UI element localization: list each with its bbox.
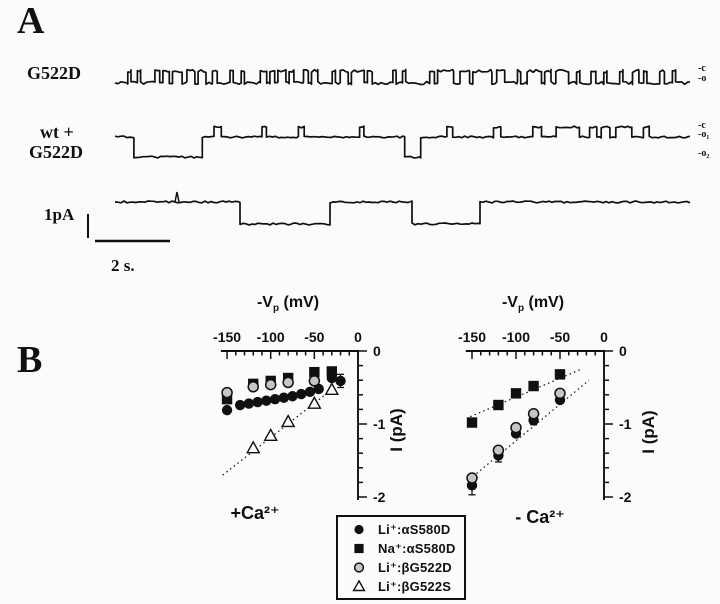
trace-g522d (115, 70, 690, 85)
x-tick-label: -100 (256, 329, 285, 345)
gray-circle-marker (467, 473, 477, 483)
x-title-post: (mV) (524, 294, 565, 311)
x-tick-label: 0 (600, 329, 608, 345)
filled-square-marker (511, 388, 521, 398)
filled-square-marker (467, 417, 477, 427)
legend-item-label: Li⁺:αS580D (378, 521, 451, 537)
legend-item-2 (338, 558, 464, 577)
series-filled-square (467, 369, 565, 428)
minus-calcium-annotation: - Ca²⁺ (515, 507, 565, 527)
x-tick-label: -50 (549, 329, 571, 345)
panel-b-label: B (17, 339, 43, 381)
trace-wt-plus-g522d-1 (115, 126, 690, 158)
filled-square-marker (493, 400, 503, 410)
filled-circle-marker (354, 525, 363, 534)
filled-circle-marker (335, 376, 345, 386)
level-label: -o (698, 73, 707, 84)
y-ticks (358, 351, 367, 497)
filled-square-marker (528, 381, 538, 391)
filled-square-marker (555, 369, 565, 379)
gray-circle-marker (555, 388, 565, 398)
legend-box (336, 515, 466, 600)
gray-circle-marker (248, 382, 258, 392)
y-tick-label: 0 (373, 343, 381, 359)
x-title-post: (mV) (279, 294, 320, 311)
scalebar-current-label: 1pA (44, 205, 75, 224)
y-tick-label: -1 (373, 416, 386, 432)
level-label: -o₁ (698, 129, 710, 140)
legend-item-3 (338, 577, 464, 596)
trace-label-wt-line2: G522D (29, 142, 83, 162)
gray-circle-marker (266, 380, 276, 390)
x-title-sub: p (272, 303, 280, 315)
y-tick-label: -2 (619, 489, 632, 505)
filled-circle-icon (351, 522, 367, 537)
gray-circle-marker (309, 376, 319, 386)
legend-item-label: Li⁺:βG522D (378, 559, 452, 575)
plus-calcium-annotation: +Ca²⁺ (230, 503, 280, 523)
panel-a-label: A (17, 0, 45, 42)
level-label: -c (698, 63, 706, 74)
filled-circle-marker (287, 391, 297, 401)
filled-square-icon (351, 541, 367, 556)
gray-circle-icon (351, 560, 367, 575)
gray-circle-marker (529, 409, 539, 419)
filled-circle-marker (252, 397, 262, 407)
scalebar-time-label: 2 s. (111, 256, 135, 275)
x-tick-label: -50 (304, 329, 325, 345)
y-tick-label: -2 (373, 489, 386, 505)
trace-label-wt-line1: wt + (40, 122, 74, 142)
filled-circle-marker (296, 389, 306, 399)
left-plot-x-axis-title (228, 294, 348, 314)
right-plot-y-axis-title: I (pA) (639, 410, 658, 454)
gray-circle-marker (355, 563, 364, 572)
level-label: -c (698, 120, 706, 131)
open-triangle-marker (326, 383, 338, 394)
series-filled-circle (467, 395, 565, 495)
open-triangle-marker (247, 442, 259, 453)
legend-item-label: Li⁺:βG522S (378, 578, 452, 594)
gray-circle-marker (222, 388, 232, 398)
x-tick-label: 0 (354, 329, 362, 345)
level-label: -o₂ (698, 148, 710, 159)
trace-spike (175, 192, 179, 202)
legend-item-1 (338, 539, 464, 558)
filled-circle-marker (270, 394, 280, 404)
filled-circle-marker (261, 395, 271, 405)
x-ticks (472, 351, 604, 359)
filled-circle-marker (235, 400, 245, 410)
filled-circle-marker (222, 405, 232, 415)
y-ticks (604, 351, 613, 497)
trace-wt-plus-g522d-2 (115, 201, 690, 225)
filled-square-marker (354, 544, 363, 553)
legend-item-label: Na⁺:αS580D (378, 540, 456, 556)
x-title-pre: -V (256, 294, 273, 311)
open-triangle-marker (282, 416, 294, 427)
left-plot (213, 329, 386, 505)
filled-circle-marker (244, 398, 254, 408)
y-tick-label: -1 (619, 416, 632, 432)
trace-label-g522d: G522D (27, 63, 81, 83)
x-title-pre: -V (501, 294, 518, 311)
x-ticks (227, 351, 358, 359)
x-tick-label: -100 (501, 329, 531, 345)
x-tick-label: -150 (457, 329, 487, 345)
right-plot (458, 329, 632, 505)
left-plot-y-axis-title: I (pA) (387, 408, 406, 452)
open-triangle-icon (351, 579, 367, 594)
x-title-sub: p (517, 303, 525, 315)
right-plot-x-axis-title (473, 294, 593, 314)
gray-circle-marker (493, 445, 503, 455)
gray-circle-marker (511, 423, 521, 433)
fit-line (473, 380, 589, 476)
open-triangle-marker (354, 581, 365, 591)
filled-circle-marker (279, 393, 289, 403)
legend-item-0 (338, 520, 464, 539)
x-tick-label: -150 (213, 329, 242, 345)
gray-circle-marker (283, 377, 293, 387)
open-triangle-marker (308, 397, 320, 408)
y-tick-label: 0 (619, 343, 627, 359)
